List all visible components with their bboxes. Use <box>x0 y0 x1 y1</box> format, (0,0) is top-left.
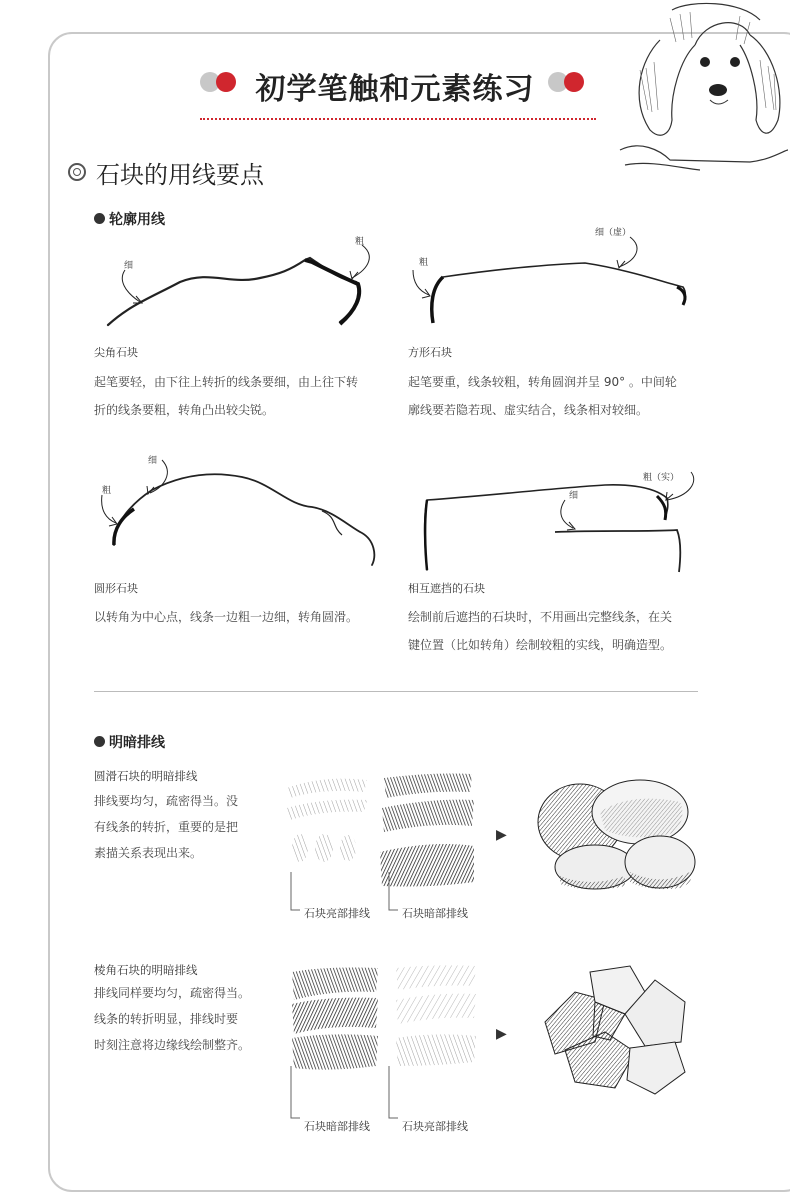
label-thick: 粗 <box>355 237 365 247</box>
desc-line: 折的线条要粗，转角凸出较尖锐。 <box>94 403 275 417</box>
label-thin: 细 <box>148 456 158 466</box>
square-rock-outline-drawing <box>405 225 695 335</box>
title-dots-left <box>200 72 240 94</box>
section-heading-text: 石块的用线要点 <box>96 161 264 189</box>
angular-rock-caption-brackets <box>286 1066 486 1126</box>
smooth-rock-illustration <box>530 772 700 892</box>
desc-line: 起笔要轻，由下往上转折的线条要细，由上往下转 <box>94 375 359 389</box>
dot-bullet-icon <box>94 736 105 747</box>
label-thin: 细 <box>124 261 134 271</box>
section-divider <box>94 691 698 692</box>
smooth-rock-desc <box>94 788 264 866</box>
caption-smooth-light: 石块亮部排线 <box>304 907 370 920</box>
caption-angular-light: 石块亮部排线 <box>402 1120 468 1133</box>
desc-line: 排线要均匀，疏密得当。没 <box>94 794 239 808</box>
label-thick: 粗 <box>102 486 112 496</box>
angular-rock-label: 棱角石块的明暗排线 <box>94 963 198 977</box>
caption-angular-dark: 石块暗部排线 <box>304 1120 370 1133</box>
desc-overlapping-rock <box>408 603 708 659</box>
desc-line: 绘制前后遮挡的石块时，不用画出完整线条，在关 <box>408 610 673 624</box>
desc-line: 以转角为中心点，线条一边粗一边细，转角圆滑。 <box>94 610 359 624</box>
desc-pointed-rock <box>94 368 394 424</box>
outline-heading-text: 轮廓用线 <box>109 212 165 228</box>
angular-rock-illustration <box>535 962 695 1102</box>
label-thin-virtual: 细（虚） <box>595 228 632 238</box>
label-thick: 粗 <box>419 258 429 268</box>
desc-line: 有线条的转折，重要的是把 <box>94 820 239 834</box>
page-title: 初学笔触和元素练习 <box>255 72 535 107</box>
arrow-right-icon: ▶ <box>496 827 507 843</box>
caption-pointed-rock: 尖角石块 <box>94 346 138 359</box>
dot-bullet-icon <box>94 213 105 224</box>
arrow-right-icon: ▶ <box>496 1026 507 1042</box>
desc-square-rock <box>408 368 708 424</box>
desc-line: 起笔要重，线条较粗，转角圆润并呈 90° 。中间轮 <box>408 375 677 389</box>
shading-heading-text: 明暗排线 <box>109 735 165 751</box>
outline-heading <box>94 209 165 229</box>
round-rock-outline-drawing <box>92 455 392 575</box>
title-row <box>0 60 790 110</box>
angular-rock-desc <box>94 980 264 1058</box>
label-thick-solid: 粗（实） <box>643 473 680 483</box>
desc-line: 素描关系表现出来。 <box>94 846 203 860</box>
desc-line: 时刻注意将边缘线绘制整齐。 <box>94 1038 251 1052</box>
smooth-rock-label: 圆滑石块的明暗排线 <box>94 769 198 783</box>
title-underline <box>200 118 596 120</box>
desc-line: 廓线要若隐若现、虚实结合，线条相对较细。 <box>408 403 649 417</box>
desc-line: 线条的转折明显，排线时要 <box>94 1012 239 1026</box>
label-thin: 细 <box>569 491 579 501</box>
desc-round-rock <box>94 603 394 631</box>
shading-heading <box>94 732 165 752</box>
pointed-rock-outline-drawing <box>100 230 380 340</box>
caption-overlapping-rock: 相互遮挡的石块 <box>408 582 485 595</box>
caption-round-rock: 圆形石块 <box>94 582 138 595</box>
circle-bullet-icon <box>68 163 86 181</box>
caption-square-rock: 方形石块 <box>408 346 452 359</box>
overlapping-rock-outline-drawing <box>405 460 695 580</box>
desc-line: 键位置（比如转角）绘制较粗的实线，明确造型。 <box>408 638 673 652</box>
desc-line: 排线同样要均匀，疏密得当。 <box>94 986 251 1000</box>
title-dots-right <box>548 72 588 94</box>
caption-smooth-dark: 石块暗部排线 <box>402 907 468 920</box>
